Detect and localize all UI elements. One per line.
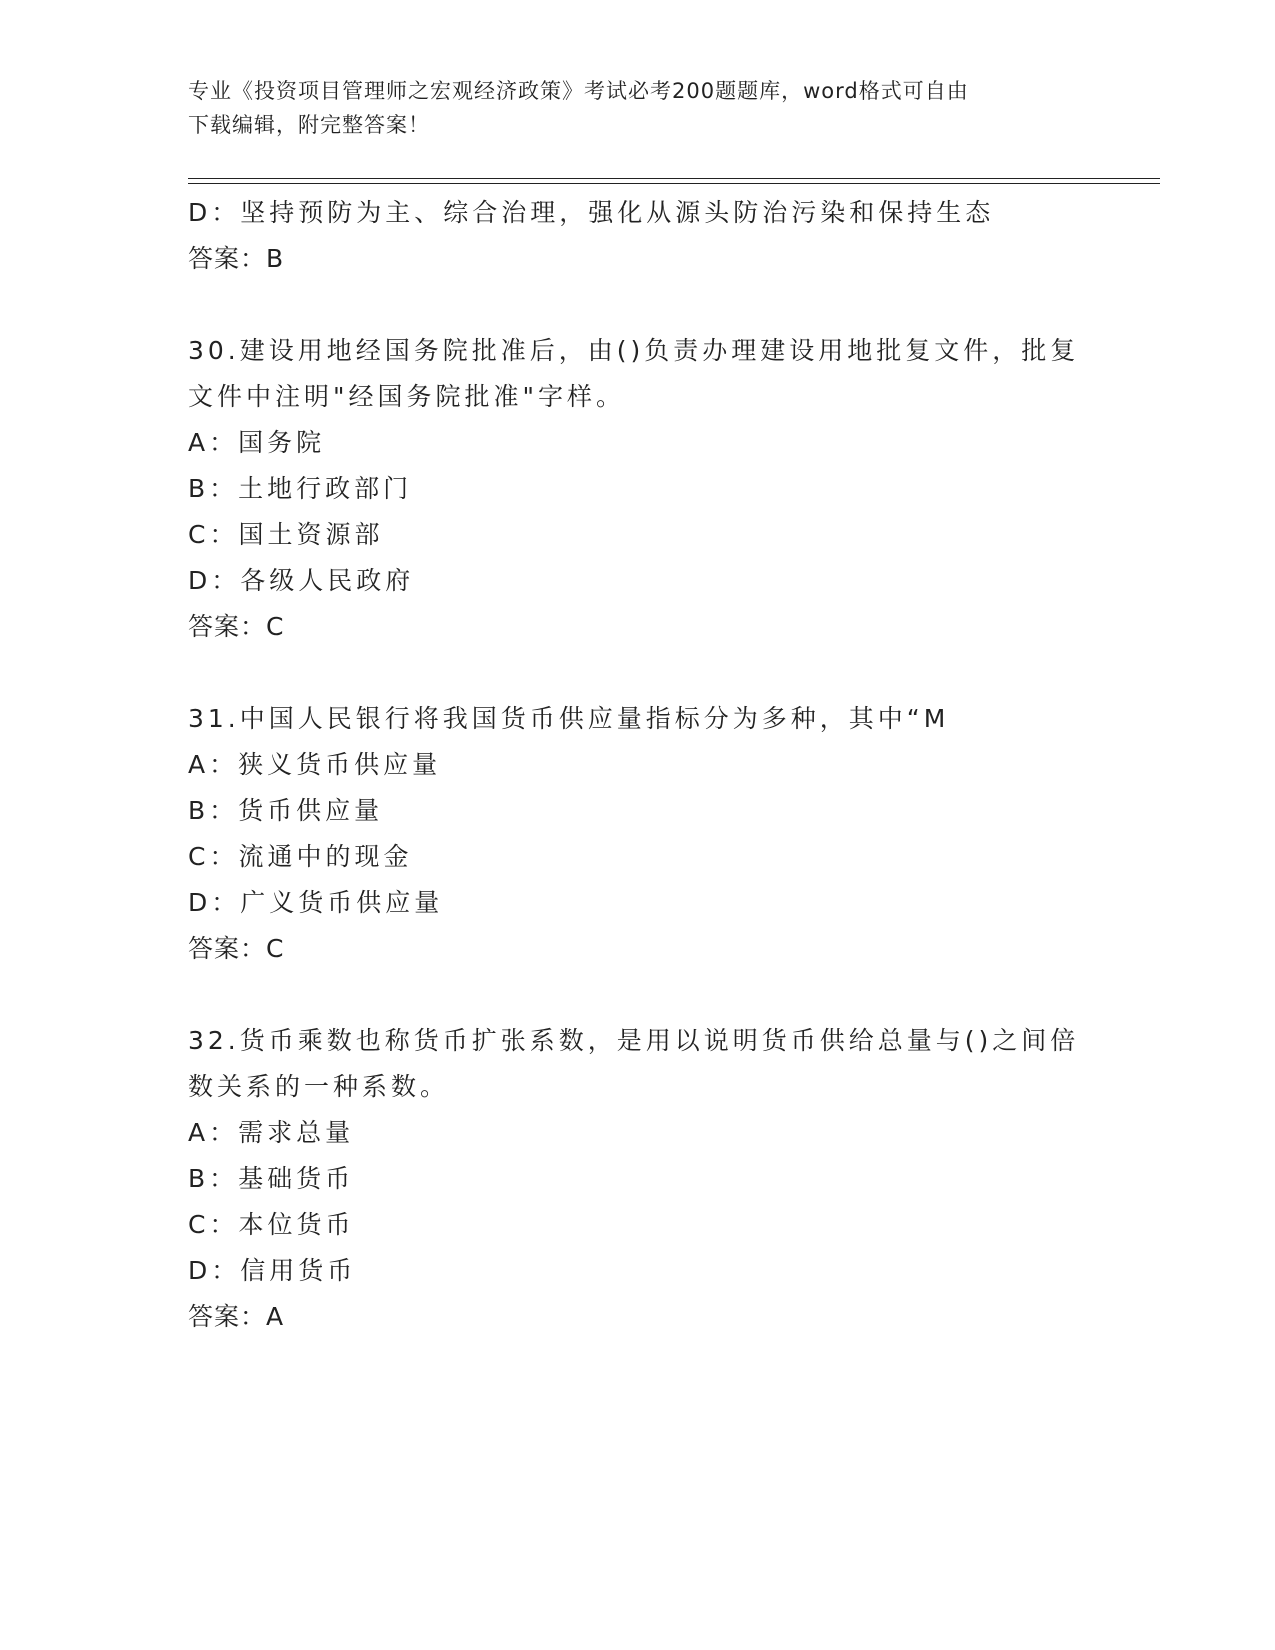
option-d: D：信用货币 (188, 1256, 357, 1285)
question-stem-continued: 文件中注明"经国务院批准"字样。 (188, 382, 625, 411)
document-body (188, 190, 1088, 1340)
answer-line: 答案：A (188, 1302, 285, 1331)
option-c: C：流通中的现金 (188, 842, 413, 871)
question-32 (188, 1018, 1088, 1340)
header-divider-bottom (188, 183, 1160, 184)
option-a: A：需求总量 (188, 1118, 355, 1147)
option-d: D：坚持预防为主、综合治理，强化从源头防治污染和保持生态 (188, 198, 995, 227)
answer-line: 答案：C (188, 934, 285, 963)
header-divider-top (188, 178, 1160, 179)
answer-line: 答案：C (188, 612, 285, 641)
option-d: D：广义货币供应量 (188, 888, 444, 917)
option-a: A：国务院 (188, 428, 326, 457)
question-stem: 30.建设用地经国务院批准后，由()负责办理建设用地批复文件，批复 (188, 336, 1080, 365)
document-header (188, 74, 1088, 142)
option-b: B：土地行政部门 (188, 474, 413, 503)
header-line-1: 专业《投资项目管理师之宏观经济政策》考试必考200题题库，word格式可自由 (188, 79, 969, 103)
option-d: D：各级人民政府 (188, 566, 415, 595)
question-stem: 32.货币乘数也称货币扩张系数，是用以说明货币供给总量与()之间倍 (188, 1026, 1080, 1055)
option-b: B：货币供应量 (188, 796, 384, 825)
question-stem-continued: 数关系的一种系数。 (188, 1072, 450, 1101)
question-30 (188, 328, 1088, 650)
option-c: C：国土资源部 (188, 520, 384, 549)
spacer (188, 650, 1088, 696)
answer-line: 答案：B (188, 244, 285, 273)
question-31 (188, 696, 1088, 972)
spacer (188, 282, 1088, 328)
spacer (188, 972, 1088, 1018)
option-c: C：本位货币 (188, 1210, 355, 1239)
previous-question-tail (188, 190, 1088, 282)
option-a: A：狭义货币供应量 (188, 750, 442, 779)
option-b: B：基础货币 (188, 1164, 355, 1193)
question-stem: 31.中国人民银行将我国货币供应量指标分为多种，其中“M (188, 704, 950, 733)
header-line-2: 下载编辑，附完整答案！ (188, 113, 430, 137)
